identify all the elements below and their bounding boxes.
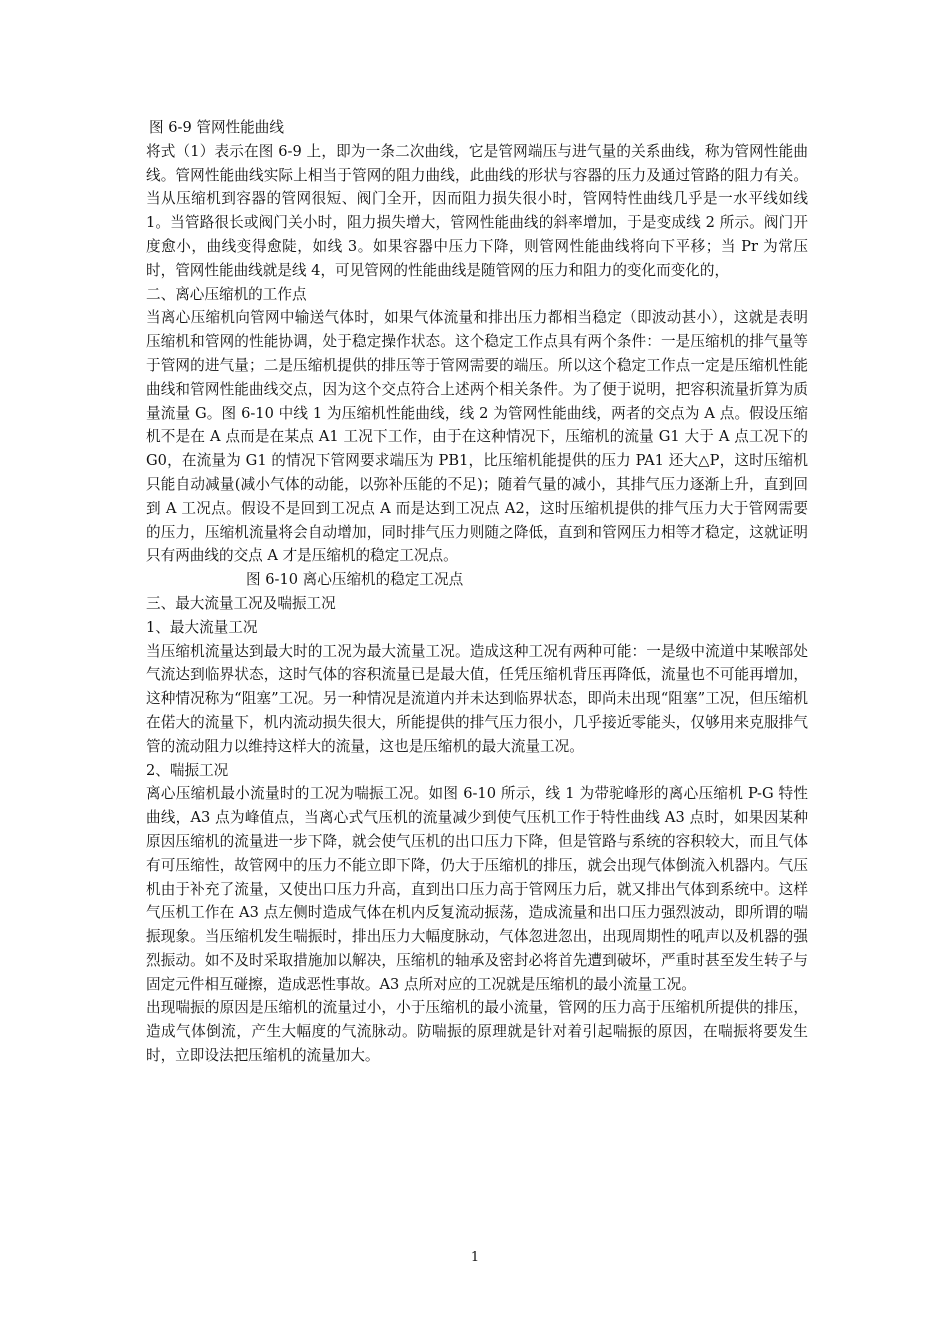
section-heading-working-point: 二、离心压缩机的工作点 — [146, 285, 307, 303]
figure-caption-6-9: 图 6-9 管网性能曲线 — [149, 119, 284, 136]
figure-caption-6-10: 图 6-10 离心压缩机的稳定工况点 — [246, 571, 464, 589]
document-body — [146, 116, 808, 1068]
page-number: 1 — [470, 1250, 480, 1265]
section-heading-max-flow-surge: 三、最大流量工况及喘振工况 — [146, 594, 336, 612]
subsection-heading-max-flow: 1、最大流量工况 — [146, 618, 258, 636]
paragraph-max-flow: 当压缩机流量达到最大时的工况为最大流量工况。造成这种工况有两种可能：一是级中流道中某喉部处气流达到临界状态，这时气体的容积流量已是最大值，任凭压缩机背压再降低，流量也不可能再增加，这种情况称为“阻塞”工况。另一种情况是流道内并未达到临界状态，即尚未出现“阻塞”工况，但压缩机在偌大的流量下，机内流动损失很大，所能提供的排气压力很小，几乎接近零能头，仅够用来克服排气管的流动阻力以维持这样大的流量，这也是压缩机的最大流量工况。 — [146, 642, 808, 755]
paragraph-network-curve: 将式（1）表示在图 6-9 上，即为一条二次曲线，它是管网端压与进气量的关系曲线，称为管网性能曲线。管网性能曲线实际上相当于管网的阻力曲线，此曲线的形状与容器的压力及通过管路的阻力有关。当从压缩机到容器的管网很短、阀门全开，因而阻力损失很小时，管网特性曲线几乎是一水平线如线 1。当管路很长或阀门关小时，阻力损失增大，管网性能曲线的斜率增加，于是变成线 2 所示。阀门开度愈小，曲线变得愈陡，如线 3。如果容器中压力下降，则管网性能曲线将向下平移；当 Pr 为常压时，管网性能曲线就是线 4，可见管网的性能曲线是随管网的压力和阻力的变化而变化的， — [146, 142, 808, 279]
paragraph-working-point: 当离心压缩机向管网中输送气体时，如果气体流量和排出压力都相当稳定（即波动甚小），这就是表明压缩机和管网的性能协调，处于稳定操作状态。这个稳定工作点具有两个条件：一是压缩机的排气量等于管网的进气量；二是压缩机提供的排压等于管网需要的端压。所以这个稳定工作点一定是压缩机性能曲线和管网性能曲线交点，因为这个交点符合上述两个相关条件。为了便于说明，把容积流量折算为质量流量 G。图 6-10 中线 1 为压缩机性能曲线，线 2 为管网性能曲线，两者的交点为 A 点。假设压缩机不是在 A 点而是在某点 A1 工况下工作，由于在这种情况下，压缩机的流量 G1 大于 A 点工况下的 G0，在流量为 G1 的情况下管网要求端压为 PB1，比压缩机能提供的压力 PA1 还大△P，这时压缩机只能自动减量(减小气体的动能，以弥补压能的不足)；随着气量的减小，其排气压力逐渐上升，直到回到 A 工况点。假设不是回到工况点 A 而是达到工况点 A2，这时压缩机提供的排气压力大于管网需要的压力，压缩机流量将会自动增加，同时排气压力则随之降低，直到和管网压力相等才稳定，这就证明只有两曲线的交点 A 才是压缩机的稳定工况点。 — [146, 309, 808, 565]
paragraph-surge-cause: 出现喘振的原因是压缩机的流量过小，小于压缩机的最小流量，管网的压力高于压缩机所提供的排压，造成气体倒流，产生大幅度的气流脉动。防喘振的原理就是针对着引起喘振的原因，在喘振将要发生时，立即设法把压缩机的流量加大。 — [146, 999, 808, 1065]
subsection-heading-surge: 2、喘振工况 — [146, 761, 229, 779]
paragraph-surge: 离心压缩机最小流量时的工况为喘振工况。如图 6-10 所示，线 1 为带驼峰形的离心压缩机 P-G 特性曲线，A3 点为峰值点，当离心式气压机的流量减少到使气压机工作于特性曲线 A3 点时，如果因某种原因压缩机的流量进一步下降，就会使气压机的出口压力下降，但是管路与系统的容积较大，而且气体有可压缩性，故管网中的压力不能立即下降，仍大于压缩机的排压，就会出现气体倒流入机器内。气压机由于补充了流量，又使出口压力升高，直到出口压力高于管网压力后，就又排出气体到系统中。这样气压机工作在 A3 点左侧时造成气体在机内反复流动振荡，造成流量和出口压力强烈波动，即所谓的喘振现象。当压缩机发生喘振时，排出压力大幅度脉动，气体忽进忽出，出现周期性的吼声以及机器的强烈振动。如不及时采取措施加以解决，压缩机的轴承及密封必将首先遭到破坏，严重时甚至发生转子与固定元件相互碰擦，造成恶性事故。A3 点所对应的工况就是压缩机的最小流量工况。 — [146, 785, 808, 993]
